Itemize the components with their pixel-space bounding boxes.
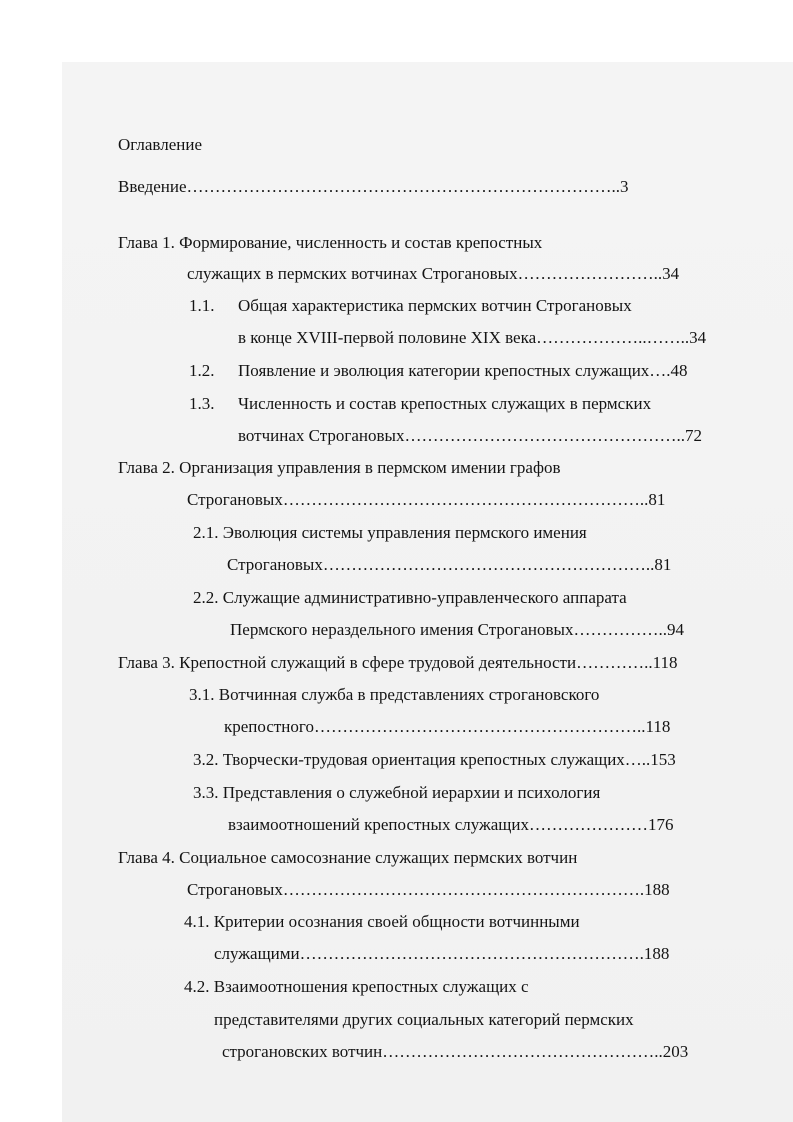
toc-section-4-1-cont: служащими…………………………………………………….188 xyxy=(214,944,670,963)
toc-section-number: 1.3. xyxy=(189,394,215,413)
toc-chapter-4-cont: Строгановых……………………………………………………….188 xyxy=(187,880,670,899)
toc-section-4-1: 4.1. Критерии осознания своей общности вотчинными xyxy=(184,912,580,931)
toc-title: Оглавление xyxy=(118,135,202,154)
toc-section-2-2-cont: Пермского нераздельного имения Строгановых……………..94 xyxy=(230,620,684,639)
toc-section-number: 1.2. xyxy=(189,361,215,380)
toc-section-3-3-cont: взаимоотношений крепостных служащих…………………176 xyxy=(228,815,674,834)
toc-chapter-1-cont: служащих в пермских вотчинах Строгановых……………………..34 xyxy=(187,264,680,283)
toc-section-3-1-cont: крепостного…………………………………………………..118 xyxy=(224,717,671,736)
toc-section-2-2: 2.2. Служащие административно-управленческого аппарата xyxy=(193,588,627,607)
toc-chapter-4: Глава 4. Социальное самосознание служащих пермских вотчин xyxy=(118,848,578,867)
toc-section-4-2: 4.2. Взаимоотношения крепостных служащих с xyxy=(184,977,529,996)
toc-section-1-3-cont: вотчинах Строгановых…………………………………………..72 xyxy=(238,426,702,445)
toc-section-1-2: Появление и эволюция категории крепостных служащих….48 xyxy=(238,361,688,380)
toc-section-3-3: 3.3. Представления о служебной иерархии и психология xyxy=(193,783,601,802)
toc-section-1-1-cont: в конце XVIII-первой половине XIX века………………..……..34 xyxy=(238,328,707,347)
toc-section-3-1: 3.1. Вотчинная служба в представлениях строгановского xyxy=(189,685,600,704)
toc-chapter-2: Глава 2. Организация управления в пермском имении графов xyxy=(118,458,561,477)
toc-section-4-2-cont: представителями других социальных категорий пермских xyxy=(214,1010,634,1029)
toc-section-2-1-cont: Строгановых…………………………………………………..81 xyxy=(227,555,672,574)
toc-chapter-2-cont: Строгановых………………………………………………………..81 xyxy=(187,490,666,509)
toc-chapter-1: Глава 1. Формирование, численность и состав крепостных xyxy=(118,233,543,252)
toc-entry-intro: Введение…………………………………………………………………..3 xyxy=(118,177,629,196)
toc-section-3-2: 3.2. Творчески-трудовая ориентация крепостных служащих…..153 xyxy=(193,750,676,769)
toc-section-1-1: Общая характеристика пермских вотчин Строгановых xyxy=(238,296,632,315)
toc-section-1-3: Численность и состав крепостных служащих в пермских xyxy=(238,394,652,413)
toc-chapter-3: Глава 3. Крепостной служащий в сфере трудовой деятельности…………..118 xyxy=(118,653,678,672)
toc-section-2-1: 2.1. Эволюция системы управления пермского имения xyxy=(193,523,587,542)
toc-section-4-2-cont-2: строгановских вотчин…………………………………………..203 xyxy=(222,1042,689,1061)
toc-section-number: 1.1. xyxy=(189,296,215,315)
